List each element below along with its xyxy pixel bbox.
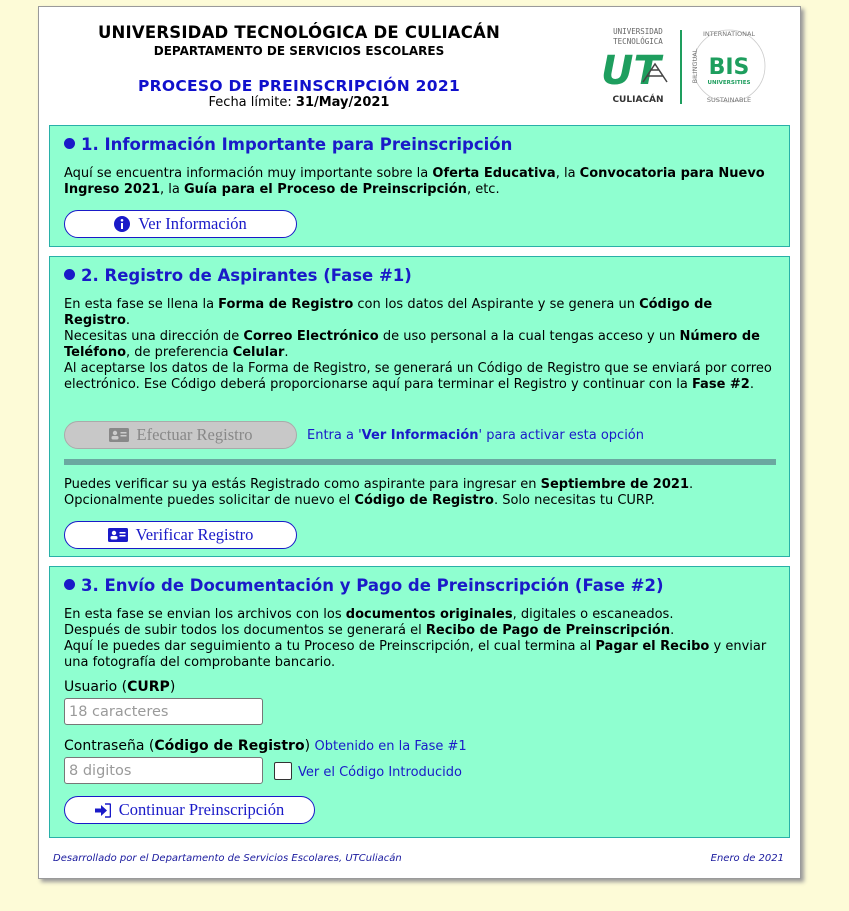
verify-text: Puedes verificar su ya estás Registrado como aspirante para ingresar en Septiembre de 2021. Opcionalmente puedes solicitar de nuevo el Código de Registro. Solo necesitas tu CURP. [64,477,694,508]
logo-bis: BIS [708,55,750,80]
activation-hint: Entra a 'Ver Información' para activar esta opción [307,428,644,443]
logo-ring-top: INTERNATIONAL [702,30,756,38]
logo-ut-mark: UT [601,48,661,94]
section-info [49,125,790,247]
logo-text-universidad: UNIVERSIDAD [613,27,663,36]
id-card-icon [108,528,128,542]
logo-ring-left: BILINGUAL [691,48,699,84]
verificar-registro-button[interactable]: Verificar Registro [64,521,297,549]
logo-text-tecnologica: TECNOLÓGICA [613,37,663,46]
ver-informacion-button[interactable]: Ver Información [64,210,297,238]
process-title: PROCESO DE PREINSCRIPCIÓN 2021 [137,77,461,95]
usuario-label: Usuario (CURP) [64,679,176,695]
deadline-label: Fecha límite: [208,95,292,110]
logo-bis-sub: UNIVERSITIES [707,80,751,86]
section1-title: 1. Información Importante para Preinscripción [64,135,512,154]
footer-date: Enero de 2021 [710,853,784,864]
university-name: UNIVERSIDAD TECNOLÓGICA DE CULIACÁN [97,23,501,42]
department-name: DEPARTAMENTO DE SERVICIOS ESCOLARES [153,44,445,58]
sign-in-icon [95,803,111,818]
logo-ring-bottom: SUSTAINABLE [706,96,752,104]
logo-text-culiacan: CULIACÁN [612,95,664,105]
efectuar-registro-button[interactable]: Efectuar Registro [64,421,297,449]
deadline-value: 31/May/2021 [295,95,390,110]
section3-title: 3. Envío de Documentación y Pago de Preinscripción (Fase #2) [64,576,664,595]
section3-text: En esta fase se envian los archivos con los documentos originales, digitales o escaneados. Después de subir todos los documentos se generará el Recibo de Pago de Preinscripción. Aquí le puedes dar seguimiento a tu Proceso de Preinscripción, el cual termina al Pagar el Recibo y enviar una fotografía del comprobante bancario. [64,607,767,670]
page-container [38,6,801,879]
section2-text: En esta fase se llena la Forma de Registro con los datos del Aspirante y se genera un Código de Registro. Necesitas una dirección de Correo Electrónico de uso personal a la cual tengas acceso y un Número de Teléfono, de preferencia Celular. Al aceptarse los datos de la Forma de Registro, se generará un Código de Registro que se enviará por correo electrónico. Ese Código deberá proporcionarse aquí para terminar el Registro y continuar con la Fase #2. [64,297,772,392]
divider [64,459,776,465]
bullet-icon [64,138,75,149]
bullet-icon [64,269,75,280]
curp-input[interactable] [64,698,263,725]
footer-credit: Desarrollado por el Departamento de Servicios Escolares, UTCuliacán [53,853,402,864]
info-circle-icon [114,216,130,232]
deadline [39,95,559,110]
codigo-input[interactable] [64,757,263,784]
section-documentacion [49,566,790,838]
id-card-icon [109,428,129,442]
section1-text: Aquí se encuentra información muy importante sobre la Oferta Educativa, la Convocatoria para Nuevo Ingreso 2021, la Guía para el Proceso de Preinscripción, etc. [64,166,765,197]
continuar-preinscripcion-button[interactable]: Continuar Preinscripción [64,796,315,824]
fase1-note: Obtenido en la Fase #1 [314,739,467,754]
bullet-icon [64,579,75,590]
contrasena-label: Contraseña (Código de Registro) Obtenido en la Fase #1 [64,738,467,754]
show-code-checkbox[interactable] [274,762,292,780]
utc-bis-logo [585,24,775,106]
show-code-label[interactable]: Ver el Código Introducido [298,765,462,780]
section2-title: 2. Registro de Aspirantes (Fase #1) [64,266,412,285]
section-registro [49,256,790,557]
